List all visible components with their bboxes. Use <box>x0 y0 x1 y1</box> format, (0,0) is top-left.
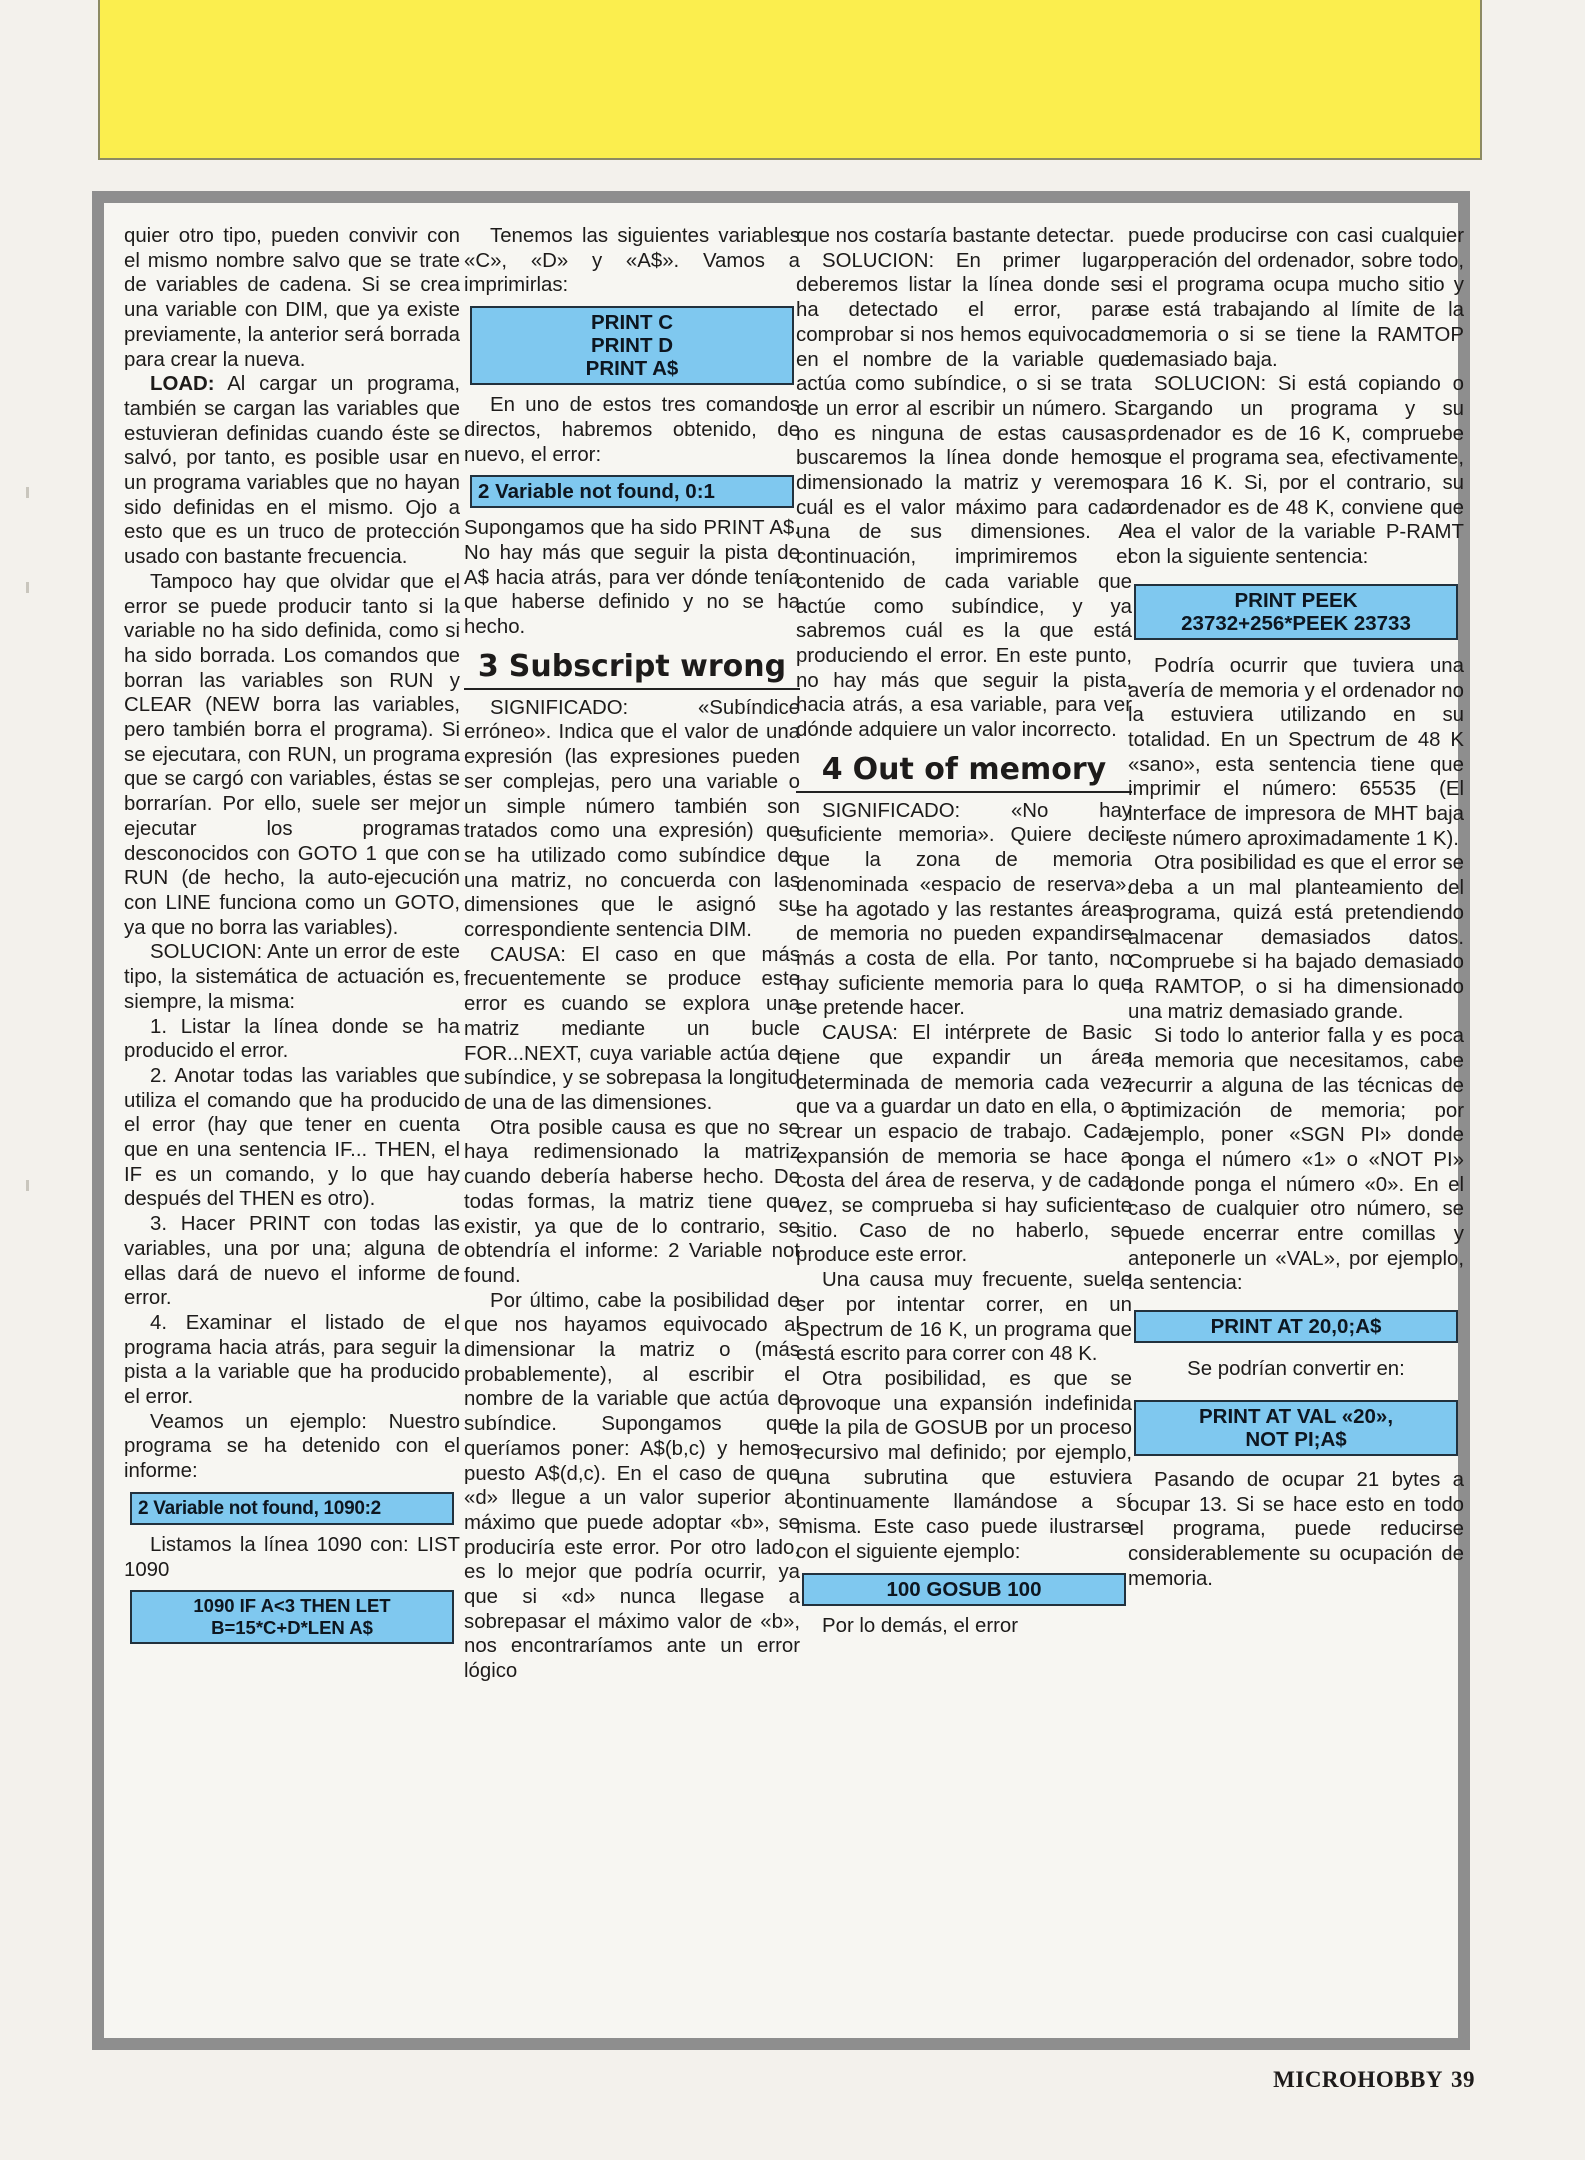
paragraph: CAUSA: El intérprete de Basic tiene que expandir un área determinada de memoria cada vez que va a guardar un dato en ella, o a crear un espacio de trabajo. Cada expansión de memoria se hace a costa del área de reserva, y de cada vez, se comprueba si hay suficiente sitio. Caso de no haberlo, se produce este error. <box>796 1022 1132 1267</box>
paragraph: Por último, cabe la posibilidad de que nos hayamos equivocado al dimensionar la matriz o (más probablemente), al escribir el nombre de la variable que actúa de subíndice. Supongamos que queríamos poner: A$(b,c) y hemos puesto A$(d,c). En el caso de que «d» llegue a un valor superior al máximo que puede adoptar «b», se produciría este error. Por otro lado, es lo mejor que podría ocurrir, ya que si «d» nunca llegase a sobrepasar el máximo valor de «b», nos encontraríamos ante un error lógico <box>464 1289 800 1683</box>
code-box <box>1134 1400 1458 1456</box>
code-box <box>470 306 794 385</box>
column-3 <box>796 224 1132 2034</box>
code-line: PRINT PEEK <box>1234 588 1358 612</box>
paragraph: Una causa muy frecuente, suele ser por intentar correr, en un Spectrum de 16 K, un programa que está escrito para correr con 48 K. <box>796 1269 1132 1366</box>
paragraph: Tenemos las siguientes variables «C», «D» y «A$». Vamos a imprimirlas: <box>464 225 800 297</box>
paragraph: Veamos un ejemplo: Nuestro programa se ha detenido con el informe: <box>124 1410 460 1483</box>
paragraph: Otra posibilidad, es que se provoque una expansión indefinida de la pila de GOSUB por un proceso recursivo mal definido; por ejemplo, una subrutina que estuviera continuamente llamándose a sí misma. Este caso puede ilustrarse con el siguiente ejemplo: <box>796 1367 1132 1563</box>
margin-mark <box>26 487 29 498</box>
code-box: PRINT AT 20,0;A$ <box>1134 1310 1458 1343</box>
code-line: 23732+256*PEEK 23733 <box>1181 611 1411 635</box>
header-banner <box>98 0 1482 160</box>
paragraph: 2. Anotar todas las variables que utiliza el comando que ha producido el error (hay que tener en cuenta que en una sentencia IF... THEN, el IF es un comando, y lo que hay después del THEN es otro). <box>124 1064 460 1211</box>
code-line: 1090 IF A<3 THEN LET <box>193 1595 391 1617</box>
column-4 <box>1128 224 1464 2034</box>
paragraph: SIGNIFICADO: «No hay suficiente memoria». Quiere decir que la zona de memoria denominada «espacio de reserva», se ha agotado y las restantes áreas de memoria no pueden expandirse más a costa de ella. Por tanto, no hay suficiente memoria para lo que se pretende hacer. <box>796 799 1132 1020</box>
paragraph: SIGNIFICADO: «Subíndice erróneo». Indica que el valor de una expresión (las expresiones pueden ser complejas, pero una variable o un simple número también son tratados como una expresión) que se ha utilizado como subíndice de una matriz, no concuerda con las dimensiones que le asignó su correspondiente sentencia DIM. <box>464 696 800 942</box>
margin-mark <box>26 1180 29 1191</box>
paragraph: SOLUCION: Si está copiando o cargando un programa y su ordenador es de 16 K, compruebe que el programa sea, efectivamente, para 16 K. Si, por el contrario, su ordenador es de 48 K, conviene que lea el valor de la variable P-RAMT con la siguiente sentencia: <box>1128 373 1464 569</box>
code-box: 2 Variable not found, 0:1 <box>470 475 794 508</box>
paragraph: Por lo demás, el error <box>822 1614 1019 1637</box>
paragraph: En uno de estos tres comandos directos, habremos obtenido, de nuevo, el error: <box>464 394 800 466</box>
page-footer <box>1273 2067 1475 2093</box>
load-label: LOAD: <box>150 373 215 396</box>
paragraph: Pasando de ocupar 21 bytes a ocupar 13. Si se hace esto en todo el programa, puede reducirse considerablemente su ocupación de memoria. <box>1128 1468 1464 1590</box>
code-line: PRINT C <box>591 311 673 335</box>
paragraph: Se podrían convertir en: <box>1187 1358 1405 1381</box>
paragraph <box>124 372 460 570</box>
section-number: 3 <box>477 648 499 684</box>
paragraph: 3. Hacer PRINT con todas las variables, una por una; alguna de ellas dará de nuevo el informe de error. <box>124 1213 460 1310</box>
paragraph: Otra posible causa es que no se haya redimensionado la matriz cuando debería haberse hecho. De todas formas, la matriz tiene que existir, ya que de lo contrario, se obtendría el informe: 2 Variable not found. <box>464 1116 800 1287</box>
code-line: PRINT D <box>591 334 673 358</box>
code-box <box>130 1590 454 1644</box>
paragraph: CAUSA: El caso en que más frecuentemente se produce este error es cuando se explora una matriz mediante un bucle FOR...NEXT, cuya variable actúa de subíndice, y se sobrepasa la longitud de una de las dimensiones. <box>464 943 800 1114</box>
code-line: B=15*C+D*LEN A$ <box>211 1617 373 1639</box>
paragraph: Supongamos que ha sido PRINT A$. No hay más que seguir la pista de A$ hacia atrás, para ver dónde tenía que haberse definido y no se ha hecho. <box>464 517 800 639</box>
paragraph: puede producirse con casi cualquier operación del ordenador, sobre todo, si el programa ocupa mucho sitio y se está trabajando al límite de la memoria o si se tiene la RAMTOP demasiado baja. <box>1128 225 1464 371</box>
section-heading <box>464 650 800 690</box>
code-box <box>1134 584 1458 640</box>
paragraph: SOLUCION: Ante un error de este tipo, la sistemática de actuación es, siempre, la misma: <box>124 941 460 1013</box>
paragraph: Listamos la línea 1090 con: LIST 1090 <box>124 1533 460 1581</box>
magazine-name: MICROHOBBY <box>1273 2067 1443 2092</box>
code-line: PRINT AT VAL «20», <box>1198 1404 1394 1428</box>
paragraph: Podría ocurrir que tuviera una avería de memoria y el ordenador no la estuviera utilizando en su totalidad. En un Spectrum de 48 K «sano», esta sentencia tiene que imprimir el número: 65535 (El interface de impresora de MHT baja este número aproximadamente 1 K). <box>1128 654 1464 850</box>
column-2 <box>464 224 800 2034</box>
paragraph: SOLUCION: En primer lugar, deberemos listar la línea donde se ha detectado el error, para comprobar si nos hemos equivocado en el nombre de la variable que actúa como subíndice, o si se trata de un error al escribir un número. Si no es ninguna de estas causas, buscaremos la línea donde hemos dimensionado la matriz y veremos cuál es el valor máximo para cada una de sus dimensiones. A continuación, imprimiremos el contenido de cada variable que actúe como subíndice, y ya sabremos cuál es la que está produciendo el error. En este punto, no hay más que seguir la pista, hacia atrás, a esa variable, para ver dónde adquiere un valor incorrecto. <box>796 249 1132 742</box>
code-line: PRINT A$ <box>585 357 679 381</box>
column-1 <box>124 224 460 2034</box>
paragraph: 1. Listar la línea donde se ha producido el error. <box>124 1015 460 1063</box>
margin-mark <box>26 582 29 593</box>
section-number: 4 <box>821 751 843 787</box>
page-number: 39 <box>1451 2067 1475 2092</box>
section-title: Out of memory <box>852 751 1107 787</box>
paragraph: Tampoco hay que olvidar que el error se puede producir tanto si la variable no ha sido definida, como si ha sido borrada. Los comandos que borran las variables son RUN y CLEAR (NEW borra las variables, pero también borra el programa). Si se ejecutara, con RUN, un programa que se cargó con variables, éstas se borrarían. Por ello, suele ser mejor ejecutar los programas desconocidos con GOTO 1 que con RUN (de hecho, la auto-ejecución con LINE funciona como un GOTO, ya que no borra las variables). <box>124 570 460 939</box>
code-line: NOT PI;A$ <box>1245 1427 1347 1451</box>
section-heading <box>796 753 1132 793</box>
paragraph: Si todo lo anterior falla y es poca la memoria que necesitamos, cabe recurrir a alguna de las técnicas de optimización de memoria; por ejemplo, poner «SGN PI» donde ponga el número «1» o «NOT PI» donde ponga el número «0». En el caso de cualquier otro número, se puede encerrar entre comillas y anteponerle un «VAL», por ejemplo, la sentencia: <box>1128 1025 1464 1295</box>
code-box: 2 Variable not found, 1090:2 <box>130 1492 454 1525</box>
paragraph: Otra posibilidad es que el error se deba a un mal planteamiento del programa, quizá está pretendiendo almacenar demasiados datos. Compruebe si ha bajado demasiado la RAMTOP, o si ha dimensionado una matriz demasiado grande. <box>1128 852 1464 1023</box>
paragraph-text: Al cargar un programa, también se cargan las variables que estuvieran definidas cuando éste se salvó, por tanto, es posible usar en un programa variables que no hayan sido definidas en el mismo. Ojo a esto que es un truco de protección usado con bastante frecuencia. <box>124 373 460 569</box>
code-box: 100 GOSUB 100 <box>802 1573 1126 1606</box>
paragraph: 4. Examinar el listado de el programa hacia atrás, para seguir la pista a la variable que ha producido el error. <box>124 1311 460 1409</box>
section-title: Subscript wrong <box>508 648 787 684</box>
paragraph: quier otro tipo, pueden convivir con el mismo nombre salvo que se trate de variables de cadena. Si se crea una variable con DIM, que ya existe previamente, la anterior será borrada para crear la nueva. <box>124 225 460 371</box>
paragraph: que nos costaría bastante detectar. <box>796 225 1115 247</box>
